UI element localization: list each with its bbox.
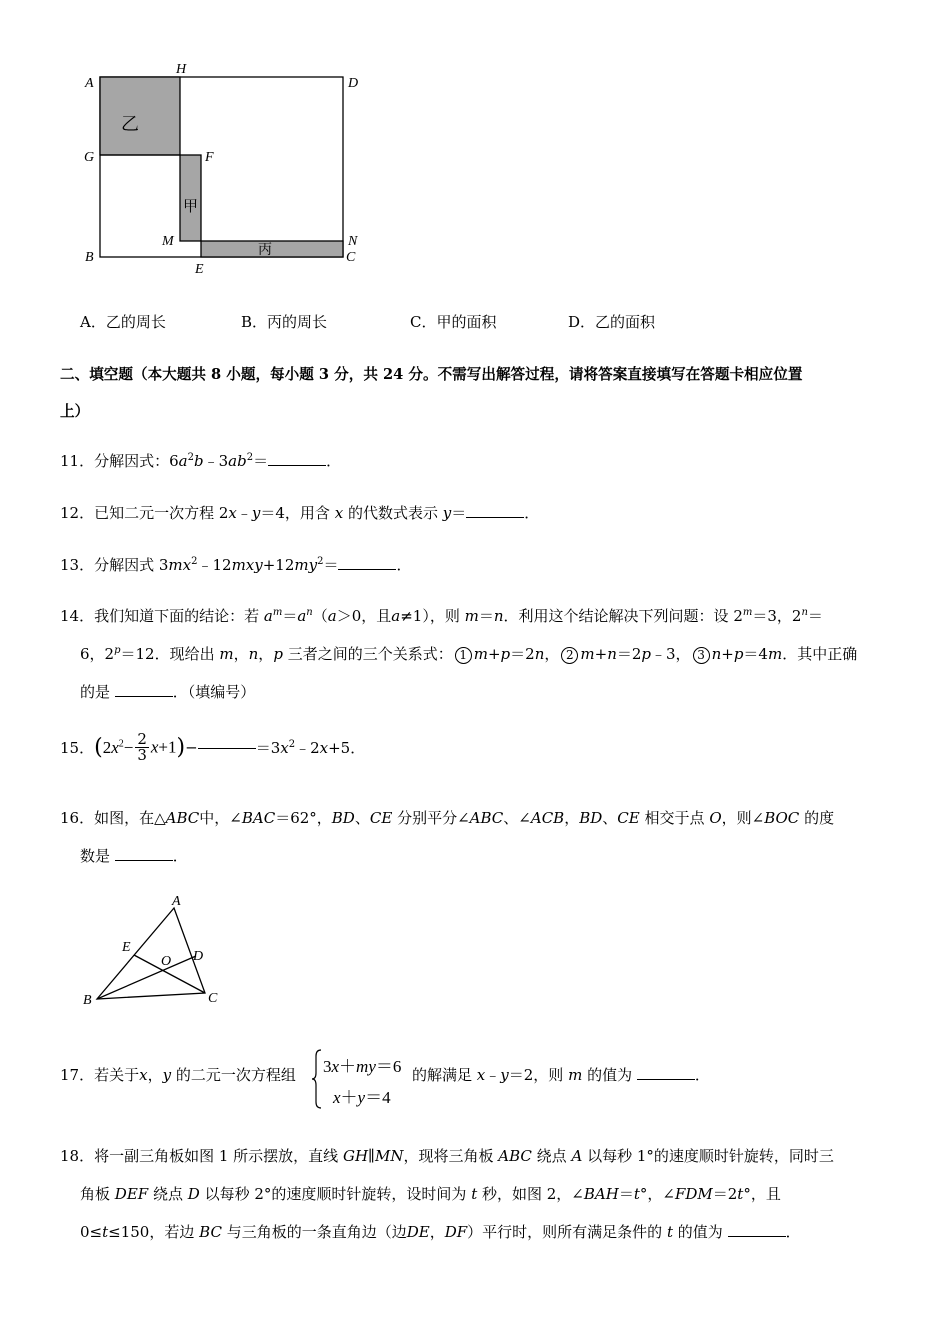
- question-text: ≠1），则: [400, 607, 460, 625]
- question-text: 的度: [804, 809, 835, 827]
- question-14-line1: 14．我们知道下面的结论：若 $a^m=a^n(a>0$，且a≠1），则 m＝n．利用这个结论解决下列问题：设 $2^m=3$，$2^n=$: [60, 607, 823, 625]
- answer-blank[interactable]: [637, 1078, 695, 1080]
- circled-number: 3: [693, 647, 710, 664]
- question-14-line3: [80, 681, 255, 702]
- region-jia-label: 甲: [183, 197, 199, 215]
- question-14-line2: 6，$2^p=12$．现给出 m，n，p 三者之间的三个关系式： 1 m+p＝2n， 2 m+n＝2p﹣3， 3 n+p＝4m．其中正确: [80, 645, 858, 663]
- question-text: ＝6: [375, 1057, 402, 1076]
- question-11: 11．分解因式：$6a^2b﹣3ab^2=$ ．: [60, 452, 342, 470]
- question-text: ＞0，且: [336, 607, 392, 625]
- question-13: 13．分解因式 $3mx^2﹣12mxy+12my^2=$ ．: [60, 556, 412, 574]
- question-text: ﹣: [236, 504, 252, 522]
- question-text: ＝4: [365, 1088, 391, 1107]
- answer-blank[interactable]: [728, 1235, 786, 1237]
- question-text: +12: [262, 556, 295, 574]
- question-text: ＝2，则: [508, 1066, 564, 1084]
- question-text: 的是: [80, 683, 111, 701]
- answer-blank[interactable]: [115, 859, 173, 861]
- question-text: ＝4: [743, 645, 768, 663]
- answer-blank[interactable]: [338, 568, 396, 570]
- question-17-tail: 的解满足 x﹣y＝2，则 m 的值为 ．: [412, 1066, 710, 1084]
- question-text: 、: [602, 809, 618, 827]
- question-text: 分解因式：: [94, 452, 170, 470]
- question-text: +: [594, 645, 608, 663]
- question-text: ﹣2: [295, 739, 320, 757]
- question-number: 15．: [60, 739, 95, 757]
- question-text: ﹣12: [197, 556, 232, 574]
- question-number: 17．: [60, 1066, 95, 1084]
- question-16-line1: 16．如图，在△ABC中，∠BAC＝62°，BD、CE 分别平分∠ABC、∠ACB，BD、CE 相交于点 O，则∠BOC 的度: [60, 809, 835, 827]
- question-text: 将一副三角板如图 1 所示摆放，直线: [94, 1147, 339, 1165]
- question-text: ．利用这个结论解决下列问题：设 2: [503, 607, 743, 625]
- point-b-label: B: [83, 993, 92, 1008]
- question-text: ﹣: [485, 1066, 501, 1084]
- point-o-label: O: [161, 954, 172, 969]
- question-text: 相交于点: [644, 809, 705, 827]
- question-text: ，: [429, 1223, 445, 1241]
- point-d-label: D: [193, 949, 204, 964]
- question-text: 已知二元一次方程 2: [94, 504, 229, 522]
- point-n-label: N: [348, 234, 358, 249]
- point-d-label: D: [348, 76, 359, 91]
- question-number: 14．: [60, 607, 95, 625]
- question-text: 的值为: [587, 1066, 633, 1084]
- question-text: ）平行时，则所有满足条件的: [467, 1223, 663, 1241]
- question-number: 13．: [60, 556, 95, 574]
- question-text: 三者之间的三个关系式：: [287, 645, 453, 663]
- brace: [311, 1048, 323, 1110]
- question-text: ．: [524, 504, 540, 522]
- question-text: 我们知道下面的结论：若: [94, 607, 260, 625]
- question-text: ．: [396, 556, 412, 574]
- question-18-line2: 角板 DEF 绕点 D 以每秒 2°的速度顺时针旋转，设时间为 t 秒，如图 2，∠BAH＝t°，∠FDM＝2t°，且: [80, 1185, 781, 1203]
- point-c-label: C: [346, 250, 356, 265]
- triangle-figure: [75, 888, 235, 1013]
- question-text: 的二元一次方程组: [175, 1066, 296, 1084]
- question-text: ≤150，若边: [108, 1223, 195, 1241]
- question-text: 的解满足: [412, 1066, 473, 1084]
- question-text: 的值为: [677, 1223, 723, 1241]
- option-d: D．乙的面积: [568, 313, 656, 331]
- question-text: ＝2: [510, 645, 535, 663]
- region-yi-label: 乙: [121, 114, 139, 135]
- point-g-label: G: [84, 150, 95, 165]
- question-text: 绕点: [536, 1147, 567, 1165]
- question-text: +: [721, 645, 734, 663]
- question-text: ＝2: [616, 645, 642, 663]
- answer-blank[interactable]: [115, 695, 173, 697]
- point-m-label: M: [162, 234, 174, 249]
- question-text: ＝62°，: [275, 809, 332, 827]
- point-f-label: F: [205, 150, 214, 165]
- question-text: 如图，在△: [94, 809, 166, 827]
- equation-1: 3x＋my＝6: [323, 1057, 402, 1076]
- rectangle-figure: [80, 55, 380, 280]
- option-b: B．丙的周长: [241, 313, 328, 331]
- question-text: °，∠: [639, 1185, 675, 1203]
- question-text: ＝3，2: [752, 607, 802, 625]
- question-text: 角板: [80, 1185, 111, 1203]
- question-text: ﹣3，: [651, 645, 691, 663]
- question-text: 绕点: [152, 1185, 183, 1203]
- question-text: 秒，如图 2，∠: [482, 1185, 584, 1203]
- question-text: ＝: [451, 504, 467, 522]
- question-text: ＝4，用含: [260, 504, 330, 522]
- question-text: 、∠: [503, 809, 531, 827]
- question-text: 中，∠: [199, 809, 242, 827]
- region-yi: [100, 77, 180, 155]
- question-number: 16．: [60, 809, 95, 827]
- question-text: 数是: [80, 847, 111, 865]
- question-text: ＝3: [255, 739, 281, 757]
- question-text: 以每秒 1°的速度顺时针旋转，同时三: [587, 1147, 834, 1165]
- region-bing-label: 丙: [258, 242, 272, 258]
- point-e-label: E: [122, 940, 131, 955]
- question-text: ．其中正确: [782, 645, 858, 663]
- question-text: ，现将三角板: [403, 1147, 494, 1165]
- question-18-line3: 0≤t≤150，若边 BC 与三角板的一条直角边（边DE，DF）平行时，则所有满足条件的 t 的值为 ．: [80, 1223, 801, 1241]
- triangle-abc: [97, 908, 205, 999]
- question-17: 17．若关于x，y 的二元一次方程组: [60, 1066, 296, 1084]
- point-c-label: C: [208, 991, 218, 1006]
- point-a-label: A: [85, 76, 94, 91]
- question-text: ．（填编号）: [172, 683, 256, 701]
- question-text: 若关于: [94, 1066, 140, 1084]
- question-text: ．: [326, 452, 342, 470]
- question-text: （: [312, 607, 328, 625]
- circled-number: 2: [561, 647, 578, 664]
- question-text: ．: [694, 1066, 710, 1084]
- fraction: $\frac{2}{3}$: [137, 730, 147, 764]
- option-a: A．乙的周长: [80, 313, 166, 331]
- point-h-label: H: [176, 62, 187, 77]
- point-e-label: E: [195, 262, 204, 277]
- question-text: ．: [785, 1223, 801, 1241]
- question-text: ，: [564, 809, 580, 827]
- question-text: ＝: [618, 1185, 634, 1203]
- question-text: ＋: [340, 1088, 358, 1107]
- question-text: 以每秒 2°的速度顺时针旋转，设时间为: [204, 1185, 467, 1203]
- question-text: ＝2: [712, 1185, 738, 1203]
- question-text: ∥: [368, 1147, 375, 1165]
- question-text: 6，2: [80, 645, 115, 663]
- answer-blank[interactable]: [466, 516, 524, 518]
- answer-blank[interactable]: [198, 747, 256, 749]
- question-text: ＝: [323, 556, 339, 574]
- question-text: +: [487, 645, 501, 663]
- question-16-line2: [80, 845, 188, 866]
- question-text: 0≤: [80, 1223, 103, 1241]
- question-12: 12．已知二元一次方程 2x﹣y＝4，用含 x 的代数式表示 y＝ ．: [60, 504, 540, 522]
- question-text: 、: [354, 809, 370, 827]
- question-text: 与三角板的一条直角边（边: [226, 1223, 407, 1241]
- question-text: ．: [172, 847, 188, 865]
- question-text: +5．: [328, 739, 366, 757]
- question-18-line1: 18．将一副三角板如图 1 所示摆放，直线 GH∥MN，现将三角板 ABC 绕点 A 以每秒 1°的速度顺时针旋转，同时三: [60, 1147, 834, 1165]
- question-text: ，则∠: [721, 809, 765, 827]
- segment-be-bd: [97, 956, 196, 999]
- option-c: C．甲的面积: [410, 313, 497, 331]
- region-bing: [201, 241, 343, 257]
- question-text: 分解因式 3: [94, 556, 169, 574]
- question-text: °，且: [743, 1185, 781, 1203]
- answer-blank[interactable]: [268, 464, 326, 466]
- question-text: 的代数式表示: [347, 504, 438, 522]
- section-heading: 二、填空题（本大题共 8 小题，每小题 3 分，共 24 分。不需写出解答过程，请将答案直接填写在答题卡相应位置: [60, 366, 803, 383]
- question-number: 18．: [60, 1147, 95, 1165]
- section-heading-cont: 上）: [60, 403, 90, 420]
- equation-2: x＋y＝4: [333, 1088, 391, 1107]
- question-15: 15．($2x^2-$ $\frac{2}{3}$ $x+1)- =3x^2﹣2x+5$．: [60, 730, 366, 764]
- question-number: 12．: [60, 504, 95, 522]
- question-text: 分别平分∠: [397, 809, 470, 827]
- point-a-label: A: [172, 894, 181, 909]
- question-text: ＝12．现给出: [120, 645, 215, 663]
- circled-number: 1: [455, 647, 472, 664]
- point-b-label: B: [85, 250, 94, 265]
- question-text: ＋: [339, 1057, 357, 1076]
- question-number: 11．: [60, 452, 95, 470]
